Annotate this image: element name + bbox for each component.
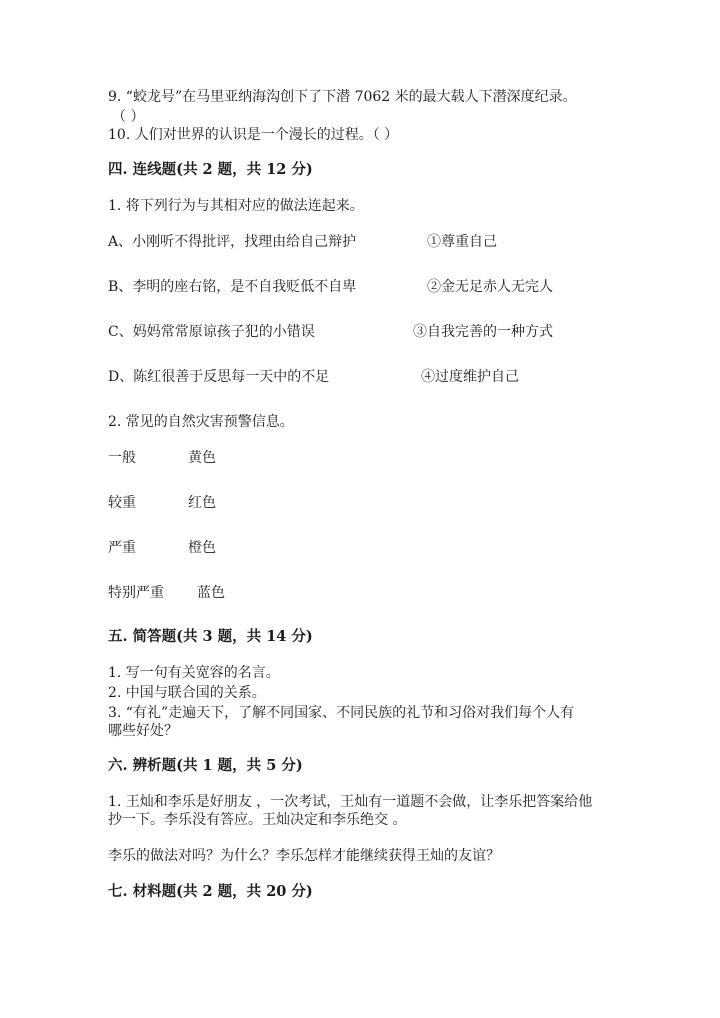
warning-level-4[interactable]: 特别严重 <box>108 585 164 601</box>
matching-q1-left-a[interactable]: A、小刚听不得批评，找理由给自己辩护 <box>108 234 357 250</box>
short-answer-q3-line1: 3. “有礼”走遍天下，了解不同国家、不同民族的礼节和习俗对我们每个人有 <box>108 705 575 721</box>
matching-q2-prompt: 2. 常见的自然灾害预警信息。 <box>108 414 294 430</box>
warning-color-3[interactable]: 橙色 <box>188 540 216 556</box>
matching-q1-left-c[interactable]: C、妈妈常常原谅孩子犯的小错误 <box>108 324 315 340</box>
question-10-text: 10. 人们对世界的认识是一个漫长的过程。（ ） <box>108 127 399 143</box>
warning-color-4[interactable]: 蓝色 <box>197 585 225 601</box>
section-6-heading: 六. 辨析题(共 1 题，共 5 分) <box>108 757 303 774</box>
analysis-q1-question: 李乐的做法对吗？为什么？李乐怎样才能继续获得王灿的友谊？ <box>108 848 500 864</box>
matching-q1-right-3[interactable]: ③自我完善的一种方式 <box>413 324 553 340</box>
short-answer-q3-line2: 哪些好处？ <box>108 723 178 739</box>
warning-level-1[interactable]: 一般 <box>108 450 136 466</box>
section-5-heading: 五. 简答题(共 3 题，共 14 分) <box>108 628 313 645</box>
question-9-text: 9. “蛟龙号”在马里亚纳海沟创下了下潜 7062 米的最大载人下潜深度纪录。 <box>108 89 577 105</box>
section-7-heading: 七. 材料题(共 2 题，共 20 分) <box>108 883 313 900</box>
matching-q1-right-4[interactable]: ④过度维护自己 <box>421 369 519 385</box>
short-answer-q2: 2. 中国与联合国的关系。 <box>108 685 266 701</box>
short-answer-q1: 1. 写一句有关宽容的名言。 <box>108 665 280 681</box>
matching-q1-right-1[interactable]: ①尊重自己 <box>427 234 497 250</box>
matching-q1-left-d[interactable]: D、陈红很善于反思每一天中的不足 <box>108 369 330 385</box>
analysis-q1-line2: 抄一下。李乐没有答应。王灿决定和李乐绝交 。 <box>108 812 407 828</box>
warning-color-1[interactable]: 黄色 <box>188 450 216 466</box>
question-9-answer-blank[interactable]: （ ） <box>112 109 145 125</box>
matching-q1-prompt: 1. 将下列行为与其相对应的做法连起来。 <box>108 198 364 214</box>
matching-q1-right-2[interactable]: ②金无足赤人无完人 <box>427 279 553 295</box>
warning-level-3[interactable]: 严重 <box>108 540 136 556</box>
analysis-q1-line1: 1. 王灿和李乐是好朋友 ，一次考试，王灿有一道题不会做，让李乐把答案给他 <box>108 794 593 810</box>
warning-level-2[interactable]: 较重 <box>108 495 136 511</box>
warning-color-2[interactable]: 红色 <box>188 495 216 511</box>
section-4-heading: 四. 连线题(共 2 题，共 12 分) <box>108 161 313 178</box>
matching-q1-left-b[interactable]: B、李明的座右铭，是不自我贬低不自卑 <box>108 279 357 295</box>
